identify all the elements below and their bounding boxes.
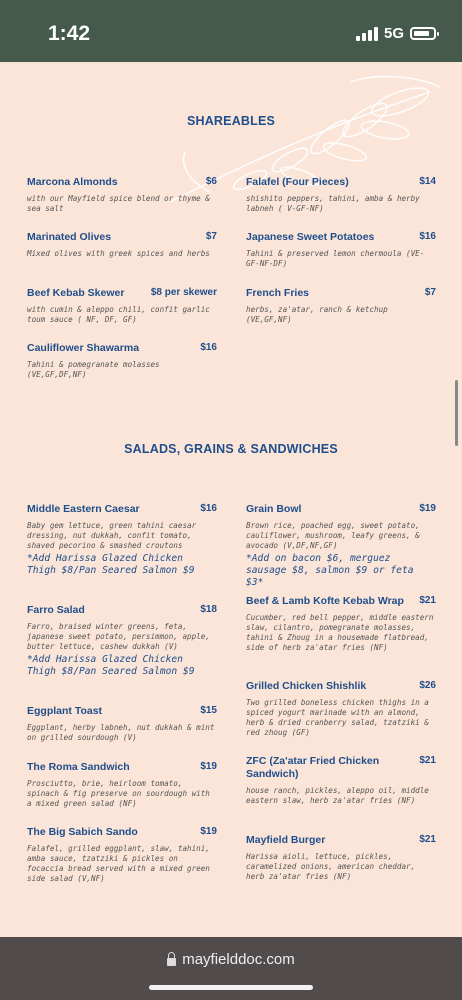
scrollbar[interactable]	[455, 380, 458, 446]
browser-url-bar[interactable]	[0, 937, 462, 1000]
status-time: 1:42	[48, 22, 91, 45]
address-field[interactable]	[0, 951, 462, 968]
item-name: Marinated Olives	[27, 231, 112, 243]
item-price: $14	[419, 176, 436, 187]
item-description: Two grilled boneless chicken thighs in a spiced yogurt marinade with an almond, herb & dried cranberry salad, tzatziki & red zhoug (GF)	[246, 698, 429, 737]
item-addon: *Add on bacon $6, merguez sausage $8, salmon $9 or feta $3*	[246, 553, 414, 588]
menu-item	[27, 705, 217, 743]
item-price: $16	[419, 231, 436, 242]
status-icons	[356, 25, 436, 42]
item-name: Beef & Lamb Kofte Kebab Wrap	[246, 595, 404, 607]
menu-item	[246, 176, 436, 214]
item-description: Prosciutto, brie, heirloom tomato, spinach & fig preserve on sourdough with a mixed green salad (NF)	[27, 779, 210, 808]
status-bar	[0, 0, 462, 62]
menu-item	[27, 503, 217, 577]
url-text: mayfielddoc.com	[182, 951, 295, 968]
item-price: $15	[200, 705, 217, 716]
item-name: Cauliflower Shawarma	[27, 342, 140, 354]
item-name: Marcona Almonds	[27, 176, 118, 188]
item-addon: *Add Harissa Glazed Chicken Thigh $8/Pan Seared Salmon $9	[27, 553, 195, 576]
item-price: $7	[205, 231, 217, 242]
menu-item	[27, 761, 217, 809]
item-price: $21	[419, 595, 436, 606]
item-description: with cumin & aleppo chili, confit garlic toum sauce ( NF, DF, GF)	[27, 305, 210, 324]
item-description: Mixed olives with greek spices and herbs	[27, 249, 210, 258]
item-name: The Big Sabich Sando	[27, 826, 138, 838]
menu-item	[246, 503, 436, 589]
item-description: with our Mayfield spice blend or thyme & sea salt	[27, 194, 210, 213]
item-price: $7	[424, 287, 436, 298]
item-description: herbs, za'atar, ranch & ketchup (VE,GF,NF)	[246, 305, 388, 324]
item-price: $21	[419, 834, 436, 845]
menu-item	[246, 231, 436, 269]
item-price: $8 per skewer	[150, 287, 217, 298]
item-name: Beef Kebab Skewer	[27, 287, 125, 299]
section-title-salads: SALADS, GRAINS & SANDWICHES	[124, 442, 338, 456]
menu-item	[27, 231, 217, 259]
item-description: house ranch, pickles, aleppo oil, middle eastern slaw, herb za'atar fries (NF)	[246, 786, 429, 805]
item-name: Grain Bowl	[246, 503, 302, 515]
item-name: French Fries	[246, 287, 310, 299]
item-name: Falafel (Four Pieces)	[246, 176, 349, 188]
menu-item	[246, 680, 436, 738]
menu-item	[246, 595, 436, 653]
item-price: $16	[200, 503, 217, 514]
item-description: Tahini & preserved lemon chermoula (VE-GF-NF-DF)	[246, 249, 425, 268]
item-price: $19	[419, 503, 436, 514]
lock-icon	[167, 958, 176, 966]
item-price: $18	[200, 604, 217, 615]
item-price: $26	[419, 680, 436, 691]
item-price: $19	[200, 761, 217, 772]
menu-item	[27, 604, 217, 678]
item-name: Grilled Chicken Shishlik	[246, 680, 367, 692]
menu-item	[27, 176, 217, 214]
item-description: Farro, braised winter greens, feta, japanese sweet potato, persimmon, apple, butter lettuce, cashew dukkah (V)	[27, 622, 210, 651]
item-name: ZFC (Za'atar Fried Chicken Sandwich)	[246, 755, 380, 780]
menu-item	[27, 287, 217, 325]
item-name: Farro Salad	[27, 604, 85, 616]
home-indicator[interactable]	[149, 985, 313, 990]
battery-icon	[410, 27, 436, 40]
item-price: $19	[200, 826, 217, 837]
menu-page[interactable]	[0, 62, 462, 937]
item-name: Middle Eastern Caesar	[27, 503, 140, 515]
item-description: Falafel, grilled eggplant, slaw, tahini, amba sauce, tzatziki & pickles on focaccia bread served with a mixed green side salad (V,NF)	[27, 844, 210, 883]
menu-item	[27, 826, 217, 884]
menu-item	[27, 342, 217, 380]
item-price: $21	[419, 755, 436, 766]
item-addon: *Add Harissa Glazed Chicken Thigh $8/Pan Seared Salmon $9	[27, 654, 195, 677]
item-description: Eggplant, herby labneh, nut dukkah & mint on grilled sourdough (V)	[27, 723, 215, 742]
item-name: The Roma Sandwich	[27, 761, 130, 773]
item-description: shishito peppers, tahini, amba & herby labneh ( V-GF-NF)	[246, 194, 420, 213]
item-description: Cucumber, red bell pepper, middle eastern slaw, cilantro, pomegranate molasses, tahini & Zhoug in a housemade flatbread, side of herb za'atar fries (NF)	[246, 613, 434, 652]
item-description: Harissa aioli, lettuce, pickles, caramelized onions, american cheddar, herb za'atar fries (NF)	[246, 852, 416, 881]
item-name: Eggplant Toast	[27, 705, 103, 717]
item-name: Mayfield Burger	[246, 834, 326, 846]
network-label: 5G	[383, 25, 404, 42]
item-price: $16	[200, 342, 217, 353]
menu-item	[246, 287, 436, 325]
signal-icon	[356, 26, 378, 41]
menu-item	[246, 755, 436, 806]
item-description: Brown rice, poached egg, sweet potato, cauliflower, mushroom, leafy greens, & avocado (V,DF,NF,GF)	[246, 521, 420, 550]
section-title-shareables: SHAREABLES	[186, 114, 276, 128]
menu-item	[246, 834, 436, 882]
item-name: Japanese Sweet Potatoes	[246, 231, 375, 243]
item-description: Baby gem lettuce, green tahini caesar dressing, nut dukkah, confit tomato, shaved pecorino & smashed croutons	[27, 521, 197, 550]
item-price: $6	[205, 176, 217, 187]
item-description: Tahini & pomegranate molasses (VE,GF,DF,NF)	[27, 360, 160, 379]
